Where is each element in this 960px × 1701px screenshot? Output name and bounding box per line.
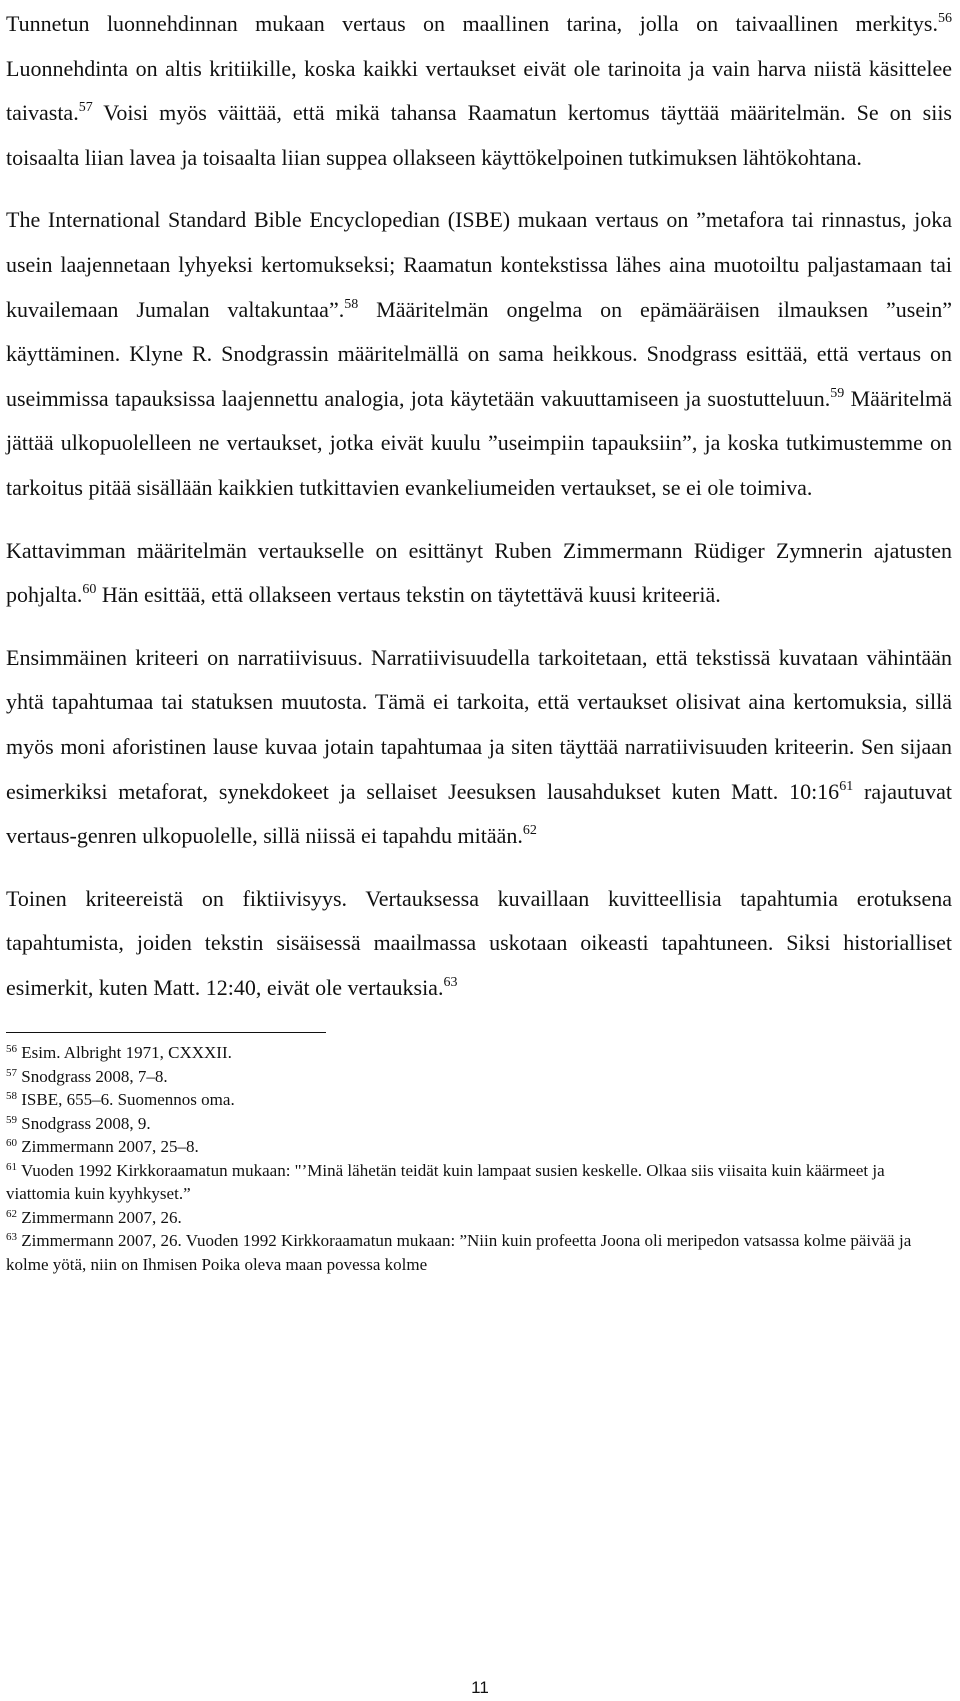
paragraph-1 — [6, 2, 952, 180]
footnote-ref-59: 59 — [830, 385, 845, 401]
paragraph-2 — [6, 198, 952, 510]
page-number: 11 — [471, 1678, 489, 1697]
text-run: Tunnetun luonnehdinnan mukaan vertaus on maallinen tarina, jolla on taivaallinen merkitys. — [6, 11, 938, 36]
footnote-text: Esim. Albright 1971, CXXXII. — [17, 1043, 232, 1063]
text-run: Kattavimman määritelmän vertaukselle on esittänyt Ruben Zimmermann Rüdiger Zymnerin ajatusten pohjalta. — [6, 537, 952, 608]
paragraph-4 — [6, 636, 952, 859]
text-run: The International Standard Bible Encyclopedian (ISBE) mukaan vertaus on ”metafora tai rinnastus, joka usein laajennetaan lyhyeksi kertomukseksi; Raamatun kontekstissa lähes aina muotoiltu paljastamaan tai kuvailemaan Jumalan valtakuntaa”. — [6, 207, 952, 322]
footnote-62 — [6, 1206, 952, 1230]
footnote-ref-61: 61 — [839, 778, 854, 794]
text-run: rajautuvat vertaus-genren ulkopuolelle, sillä niissä ei tapahdu mitään. — [6, 778, 952, 849]
footnote-number: 63 — [6, 1231, 17, 1244]
footnote-number: 61 — [6, 1160, 17, 1173]
footnote-text: Zimmermann 2007, 26. Vuoden 1992 Kirkkoraamatun mukaan: ”Niin kuin profeetta Joona oli meripedon vatsassa kolme päivää ja kolme yötä, niin on Ihmisen Poika oleva maan povessa kolme — [6, 1231, 912, 1274]
footnote-number: 60 — [6, 1137, 17, 1150]
text-run: Hän esittää, että ollakseen vertaus tekstin on täytettävä kuusi kriteeriä. — [96, 582, 721, 608]
footnote-ref-58: 58 — [344, 296, 359, 312]
footnote-separator — [6, 1032, 326, 1033]
text-run: Voisi myös väittää, että mikä tahansa Raamatun kertomus täyttää määritelmän. Se on siis toisaalta liian lavea ja toisaalta liian suppea ollakseen käyttökelpoinen tutkimuksen lähtökohtana. — [6, 100, 952, 170]
footnote-60 — [6, 1135, 952, 1159]
footnote-ref-57: 57 — [78, 100, 93, 116]
footnote-61 — [6, 1159, 952, 1206]
footnote-text: Snodgrass 2008, 9. — [17, 1113, 151, 1133]
footnote-text: Vuoden 1992 Kirkkoraamatun mukaan: "’Minä lähetän teidät kuin lampaat susien keskelle. Olkaa siis viisaita kuin käärmeet ja viattomia kuin kyyhkyset.” — [6, 1160, 885, 1204]
text-run: Ensimmäinen kriteeri on narratiivisuus. Narratiivisuudella tarkoitetaan, että tekstissä kuvataan vähintään yhtä tapahtumaa tai statuksen muutosta. Tämä ei tarkoita, että vertaukset olisivat aina kertomuksia, sillä myös moni aforistinen lause kuvaa jotain tapahtumaa ja siten täyttää narratiivisuuden kriteerin. Sen sijaan esimerkiksi metaforat, synekdokeet ja sellaiset Jeesuksen lausahdukset kuten Matt. 10:16 — [6, 644, 952, 804]
footnote-ref-63: 63 — [443, 974, 458, 990]
footnote-text: Zimmermann 2007, 26. — [17, 1207, 182, 1227]
footnote-63 — [6, 1229, 952, 1276]
text-run: Luonnehdinta on altis kritiikille, koska kaikki vertaukset eivät ole tarinoita ja vain harva niistä käsittelee taivasta. — [6, 55, 952, 126]
footnote-58 — [6, 1088, 952, 1112]
footnote-ref-56: 56 — [938, 11, 952, 26]
footnote-59 — [6, 1112, 952, 1136]
main-text — [6, 2, 952, 1010]
footnote-text: Snodgrass 2008, 7–8. — [17, 1066, 168, 1086]
footnote-ref-60: 60 — [82, 582, 97, 598]
footnote-ref-62: 62 — [522, 823, 537, 839]
page — [6, 2, 952, 1276]
footnote-57 — [6, 1065, 952, 1089]
footnote-number: 59 — [6, 1113, 17, 1126]
footnote-text: Zimmermann 2007, 25–8. — [17, 1137, 199, 1157]
footnote-number: 62 — [6, 1207, 17, 1220]
footnote-number: 56 — [6, 1043, 17, 1056]
text-run: Määritelmä jättää ulkopuolelleen ne vertaukset, jotka eivät kuulu ”useimpiin tapauksiin”, ja koska tutkimustemme on tarkoitus pitää sisällään kaikkien tutkittavien evankeliumeiden vertaukset, se ei ole toimiva. — [6, 385, 952, 500]
footnotes — [6, 1041, 952, 1276]
text-run: Toinen kriteereistä on fiktiivisyys. Vertauksessa kuvaillaan kuvitteellisia tapahtumia erotuksena tapahtumista, joiden tekstin sisäisessä maailmassa uskotaan oikeasti tapahtuneen. Siksi historialliset esimerkit, kuten Matt. 12:40, eivät ole vertauksia. — [6, 885, 952, 1000]
text-run: Määritelmän ongelma on epämääräisen ilmauksen ”usein” käyttäminen. Klyne R. Snodgrassin määritelmällä on sama heikkous. Snodgrass esittää, että vertaus on useimmissa tapauksissa laajennettu analogia, jota käytetään vakuuttamiseen ja suostutteluun. — [6, 296, 952, 411]
paragraph-3 — [6, 529, 952, 618]
footnote-56 — [6, 1041, 952, 1065]
paragraph-5 — [6, 877, 952, 1011]
footnote-number: 58 — [6, 1090, 17, 1103]
footnote-number: 57 — [6, 1066, 17, 1079]
footnote-text: ISBE, 655–6. Suomennos oma. — [17, 1090, 235, 1110]
